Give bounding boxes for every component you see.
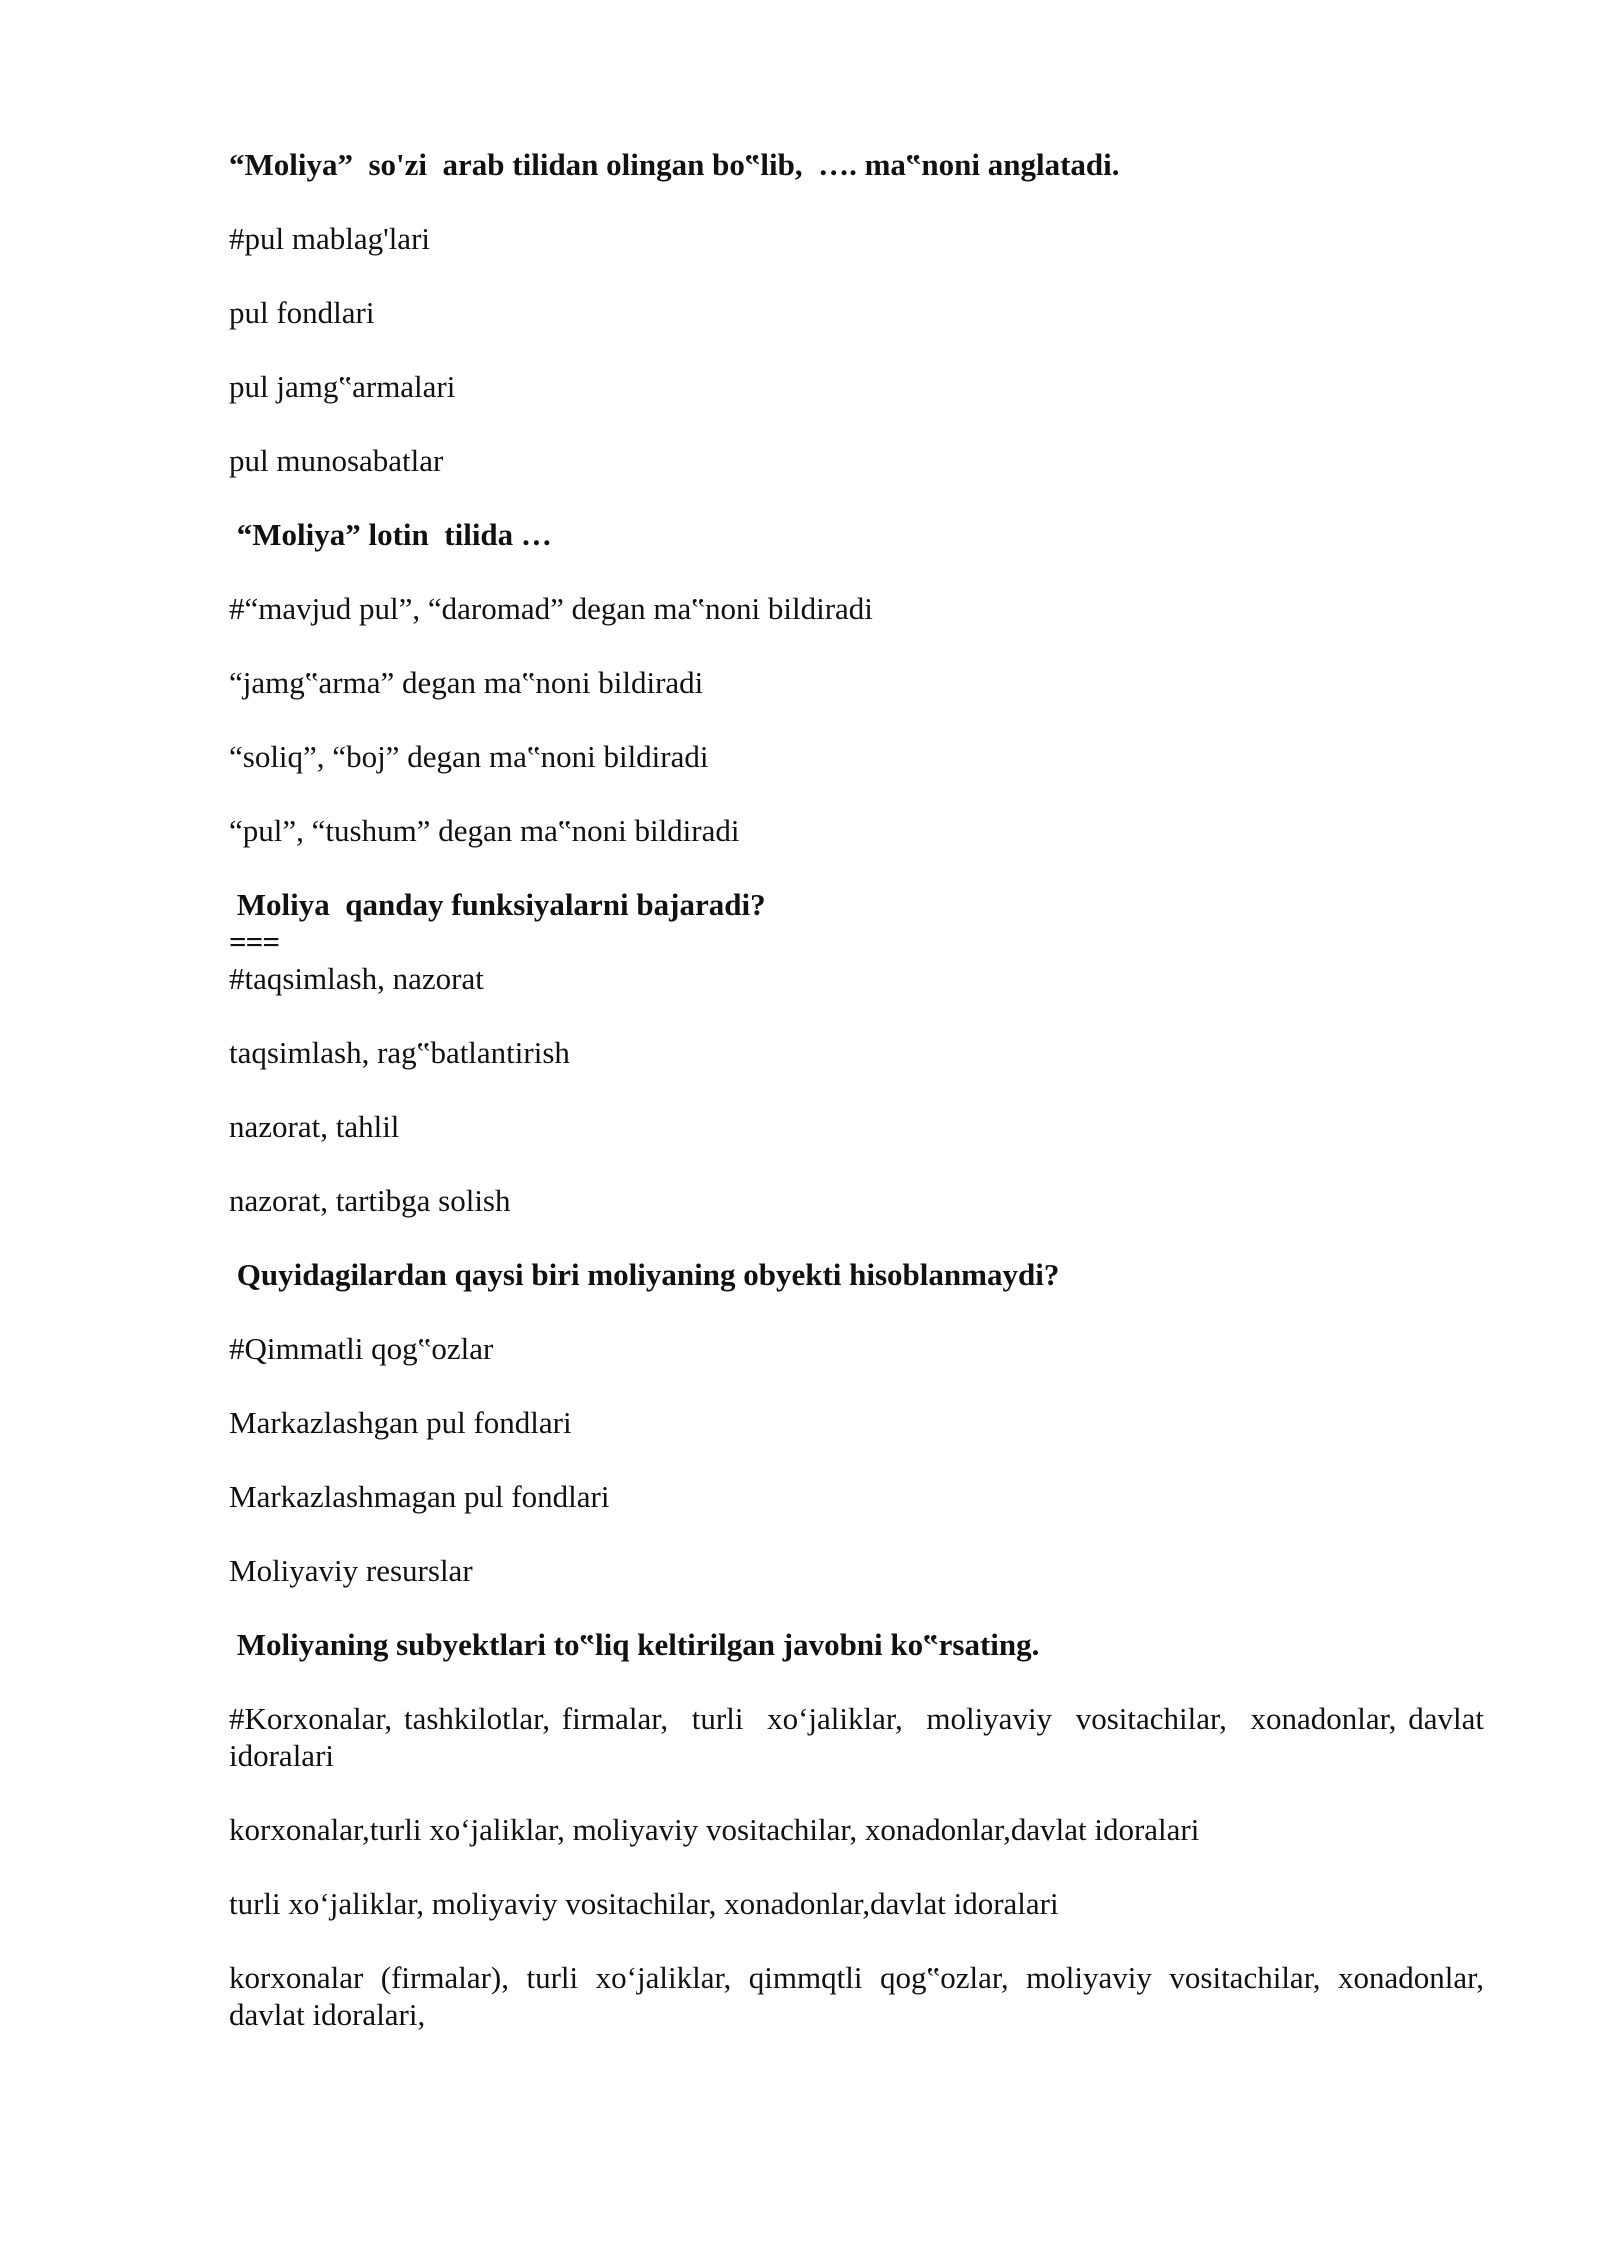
question-3-option-1: #taqsimlash, nazorat	[229, 961, 484, 996]
question-3-text: Moliya qanday funksiyalarni bajaradi?	[229, 887, 766, 922]
question-3-option-4: nazorat, tartibga solish	[229, 1183, 511, 1218]
question-1-option-1: #pul mablag'lari	[229, 221, 431, 256]
question-1-option-4: pul munosabatlar	[229, 443, 444, 478]
question-1-option-3: pul jamg‟armalari	[229, 369, 456, 404]
question-1-option-2: pul fondlari	[229, 295, 375, 330]
question-2-text: “Moliya” lotin tilida …	[229, 517, 552, 552]
question-4-option-4: Moliyaviy resurslar	[229, 1553, 473, 1588]
question-3-separator: ===	[229, 924, 279, 959]
question-4-option-1: #Qimmatli qog‟ozlar	[229, 1331, 494, 1366]
question-5-option-1: #Korxonalar, tashkilotlar, firmalar, turli xo‘jaliklar, moliyaviy vositachilar, xonadonlar, davlat idoralari	[229, 1701, 1492, 1773]
question-4-text: Quyidagilardan qaysi biri moliyaning obyekti hisoblanmaydi?	[229, 1257, 1060, 1292]
question-2-option-2: “jamg‟arma” degan ma‟noni bildiradi	[229, 665, 704, 700]
document-content	[229, 146, 1492, 2033]
question-3-option-3: nazorat, tahlil	[229, 1109, 400, 1144]
question-2-option-1: #“mavjud pul”, “daromad” degan ma‟noni bildiradi	[229, 591, 873, 626]
question-5-option-2: korxonalar,turli xo‘jaliklar, moliyaviy vositachilar, xonadonlar,davlat idoralari	[229, 1812, 1200, 1847]
question-1-text: “Moliya” so'zi arab tilidan olingan bo‟lib, …. ma‟noni anglatadi.	[229, 147, 1120, 182]
question-2-option-3: “soliq”, “boj” degan ma‟noni bildiradi	[229, 739, 709, 774]
question-3-option-2: taqsimlash, rag‟batlantirish	[229, 1035, 570, 1070]
question-4-option-3: Markazlashmagan pul fondlari	[229, 1479, 610, 1514]
question-2-option-4: “pul”, “tushum” degan ma‟noni bildiradi	[229, 813, 740, 848]
question-5-option-3: turli xo‘jaliklar, moliyaviy vositachilar, xonadonlar,davlat idoralari	[229, 1886, 1059, 1921]
question-5-option-4: korxonalar (firmalar), turli xo‘jaliklar, qimmqtli qog‟ozlar, moliyaviy vositachilar, xonadonlar, davlat idoralari,	[229, 1960, 1492, 2032]
question-5-text: Moliyaning subyektlari to‟liq keltirilgan javobni ko‟rsating.	[229, 1627, 1040, 1662]
question-4-option-2: Markazlashgan pul fondlari	[229, 1405, 572, 1440]
